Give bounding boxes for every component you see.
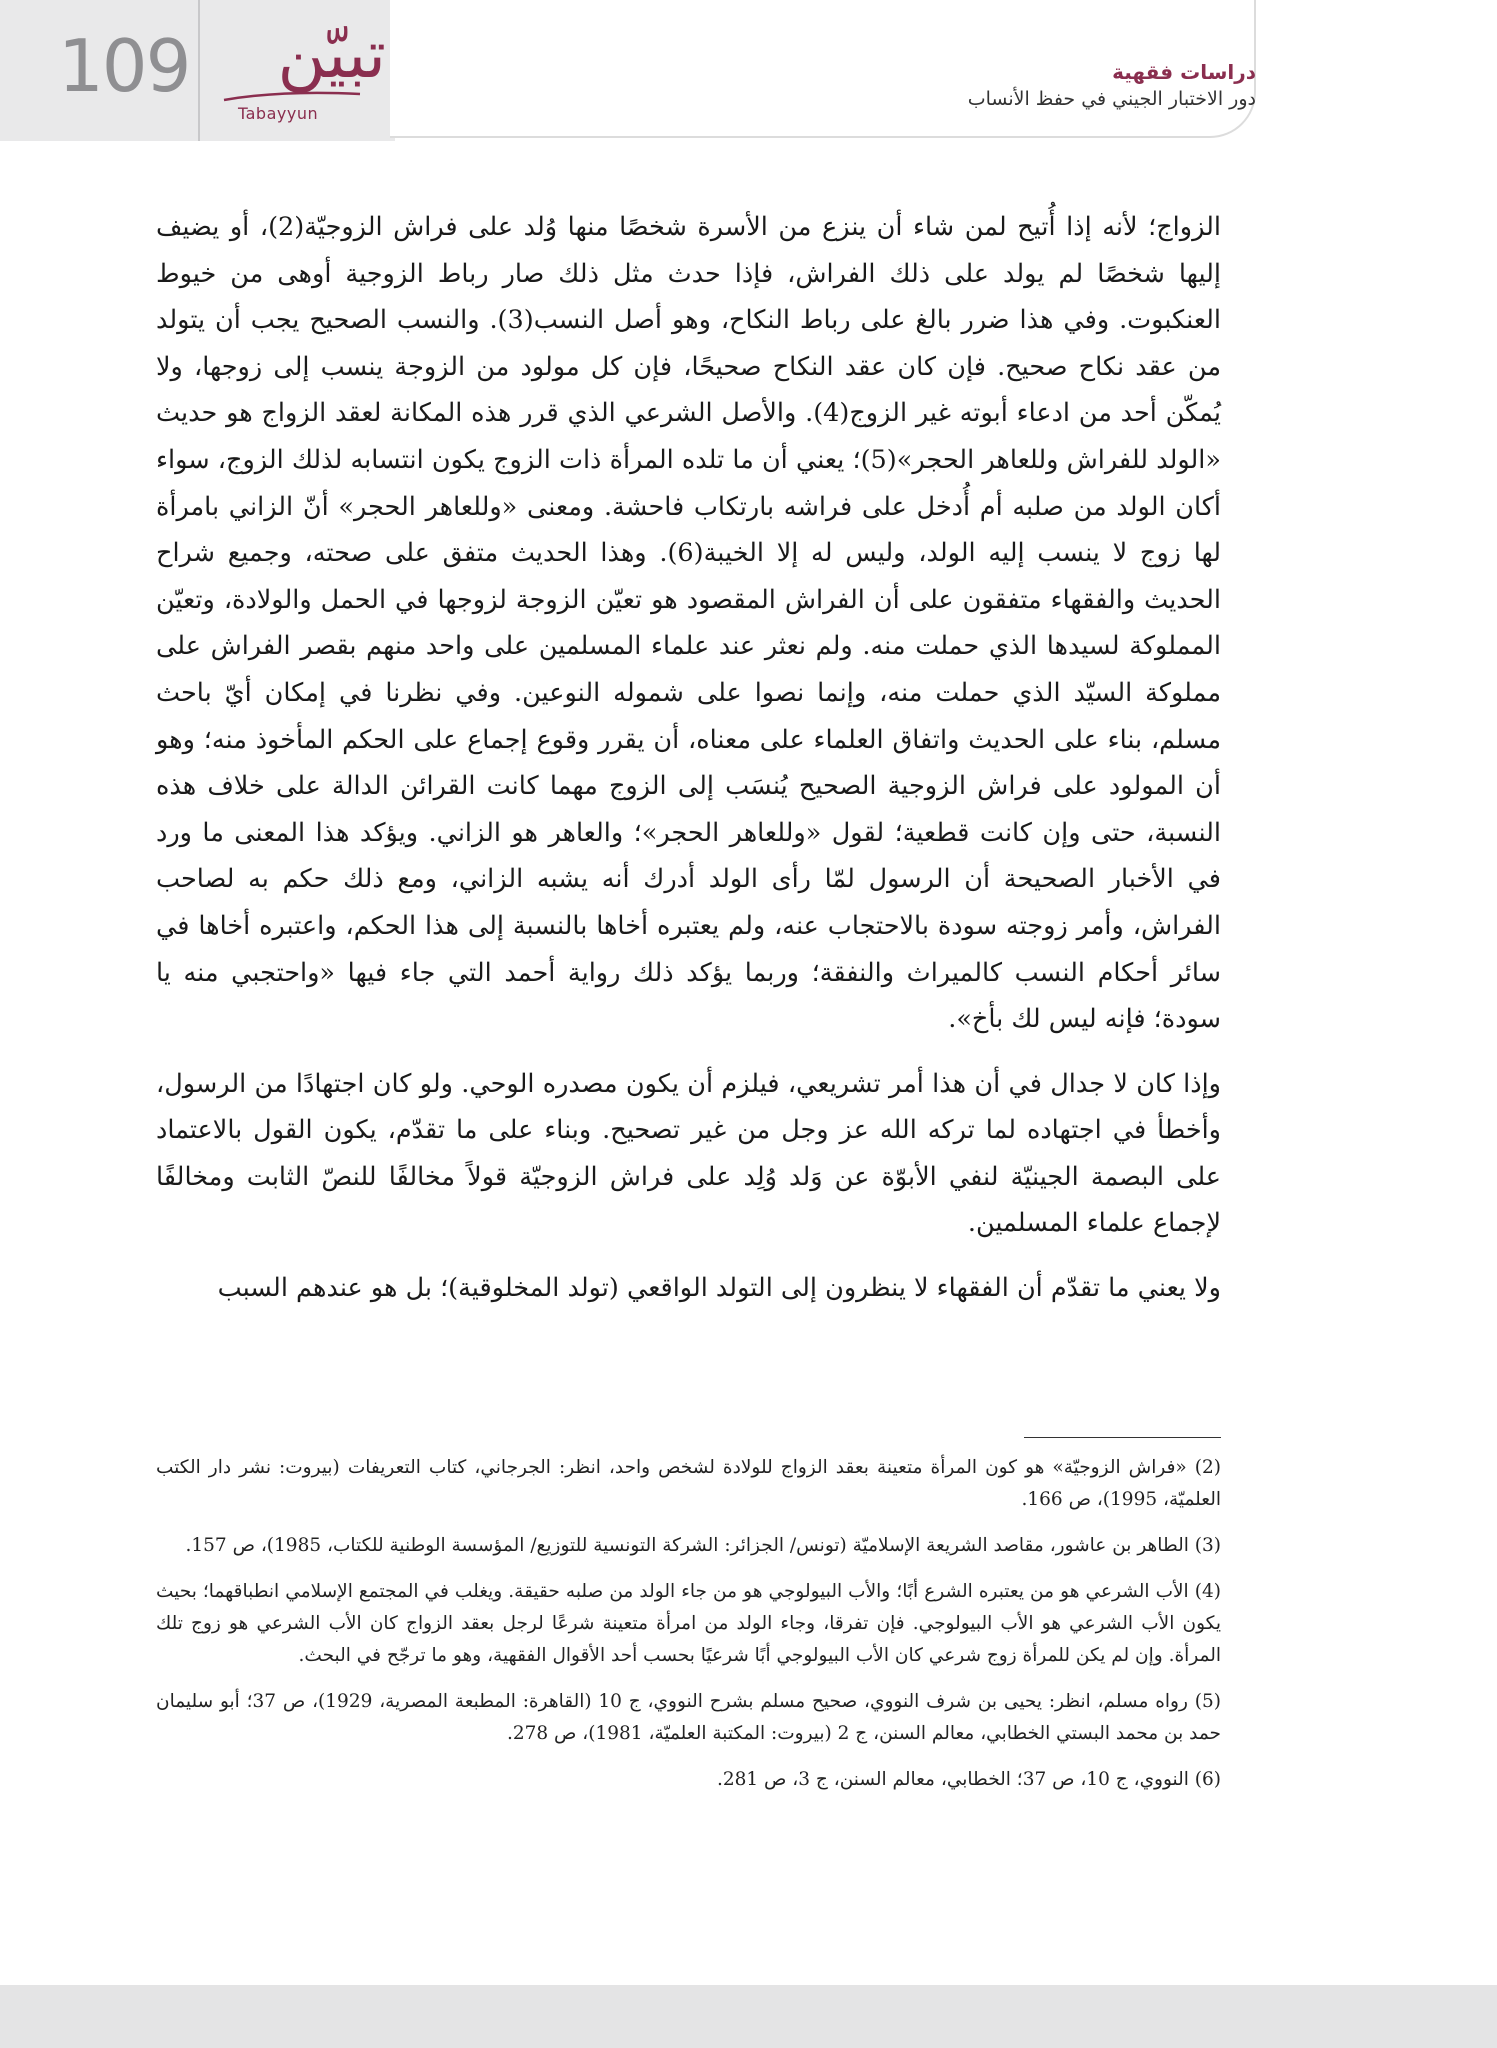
logo-arabic-text: تبيّن [277,16,386,93]
logo-swash-icon [222,88,362,104]
journal-logo [212,16,392,130]
article-running-title: دور الاختبار الجيني في حفظ الأنساب [967,88,1256,110]
footnotes [156,1452,1221,1810]
journal-section-title: دراسات فقهية [1112,60,1256,84]
page-number: 109 [58,24,190,108]
body-text [156,204,1221,1330]
page-bottom-strip [0,1985,1497,2048]
footnote-2: (2) «فراش الزوجيّة» هو كون المرأة متعينة بعقد الزواج للولادة لشخص واحد، انظر: الجرجاني، كتاب التعريفات (بيروت: نشر دار الكتب العلميّة، 1995)، ص 166. [156,1457,1221,1510]
footnote-5: (5) رواه مسلم، انظر: يحيى بن شرف النووي، صحيح مسلم بشرح النووي، ج 10 (القاهرة: المطبعة المصرية، 1929)، ص 37؛ أبو سليمان حمد بن محمد البستي الخطابي، معالم السنن، ج 2 (بيروت: المكتبة العلميّة، 1981)، ص 278. [156,1691,1221,1744]
footnote-4: (4) الأب الشرعي هو من يعتبره الشرع أبًا؛ والأب البيولوجي هو من جاء الولد من صلبه حقيقة. ويغلب في المجتمع الإسلامي انطباقهما؛ بحيث يكون الأب الشرعي هو الأب البيولوجي. فإن تفرقا، وجاء الولد من امرأة متعينة شرعًا لرجل بعقد الزواج كان الأب الشرعي هو زوج تلك المرأة. وإن لم يكن للمرأة زوج شرعي كان الأب البيولوجي أبًا شرعيًا بحسب أحد الأقوال الفقهية، وهو ما ترجّح في البحث. [156,1581,1221,1666]
body-paragraph-3: ولا يعني ما تقدّم أن الفقهاء لا ينظرون إلى التولد الواقعي (تولد المخلوقية)؛ بل هو عندهم السبب [217,1273,1221,1304]
header-divider [198,0,200,141]
logo-latin-text: Tabayyun [238,104,319,123]
footnote-3: (3) الطاهر بن عاشور، مقاصد الشريعة الإسلاميّة (تونس/ الجزائر: الشركة التونسية للتوزيع/ المؤسسة الوطنية للكتاب، 1985)، ص 157. [185,1535,1221,1556]
footnote-separator [1024,1437,1221,1438]
footnote-6: (6) النووي، ج 10، ص 37؛ الخطابي، معالم السنن، ج 3، ص 281. [716,1769,1221,1790]
body-paragraph-2: وإذا كان لا جدال في أن هذا أمر تشريعي، فيلزم أن يكون مصدره الوحي. ولو كان اجتهادًا من الرسول، وأخطأ في اجتهاده لما تركه الله عز وجل من غير تصحيح. وبناء على ما تقدّم، يكون القول بالاعتماد على البصمة الجينيّة لنفي الأبوّة عن وَلد وُلِد على فراش الزوجيّة قولاً مخالفًا للنصّ الثابت ومخالفًا لإجماع علماء المسلمين. [156,1068,1221,1239]
body-paragraph-1: الزواج؛ لأنه إذا أُتيح لمن شاء أن ينزع من الأسرة شخصًا منها وُلد على فراش الزوجيّة(2)، أو يضيف إليها شخصًا لم يولد على ذلك الفراش، فإذا حدث مثل ذلك صار رباط الزوجية أوهى من خيوط العنكبوت. وفي هذا ضرر بالغ على رباط النكاح، وهو أصل النسب(3). والنسب الصحيح يجب أن يتولد من عقد نكاح صحيح. فإن كان عقد النكاح صحيحًا، فإن كل مولود من الزوجة ينسب إلى زوجها، ولا يُمكّن أحد من ادعاء أبوته غير الزوج(4). والأصل الشرعي الذي قرر هذه المكانة لعقد الزواج هو حديث «الولد للفراش وللعاهر الحجر»(5)؛ يعني أن ما تلده المرأة ذات الزوج يكون انتسابه لذلك الزوج، سواء أكان الولد من صلبه أم أُدخل على فراشه بارتكاب فاحشة. ومعنى «وللعاهر الحجر» أنّ الزاني بامرأة لها زوج لا ينسب إليه الولد، وليس له إلا الخيبة(6). وهذا الحديث متفق على صحته، وجميع شراح الحديث والفقهاء متفقون على أن الفراش المقصود هو تعيّن الزوجة لزوجها في الحمل والولادة، وتعيّن المملوكة لسيدها الذي حملت منه. ولم نعثر عند علماء المسلمين على واحد منهم بقصر الفراش على مملوكة السيّد الذي حملت منه، وإنما نصوا على شموله النوعين. وفي نظرنا في إمكان أيّ باحث مسلم، بناء على الحديث واتفاق العلماء على معناه، أن يقرر وقوع إجماع على الحكم المأخوذ منه؛ وهو أن المولود على فراش الزوجية الصحيح يُنسَب إلى الزوج مهما كانت القرائن الدالة على خلاف هذه النسبة، حتى وإن كانت قطعية؛ لقول «وللعاهر الحجر»؛ والعاهر هو الزاني. ويؤكد هذا المعنى ما ورد في الأخبار الصحيحة أن الرسول لمّا رأى الولد أدرك أنه يشبه الزاني، ومع ذلك حكم به لصاحب الفراش، وأمر زوجته سودة بالاحتجاب عنه، ولم يعتبره أخاها بالنسبة إلى هذا الحكم، واعتبره أخاها في سائر أحكام النسب كالميراث والنفقة؛ وربما يؤكد ذلك رواية أحمد التي جاء فيها «واحتجبي منه يا سودة؛ فإنه ليس لك بأخ». [156,212,1222,1035]
